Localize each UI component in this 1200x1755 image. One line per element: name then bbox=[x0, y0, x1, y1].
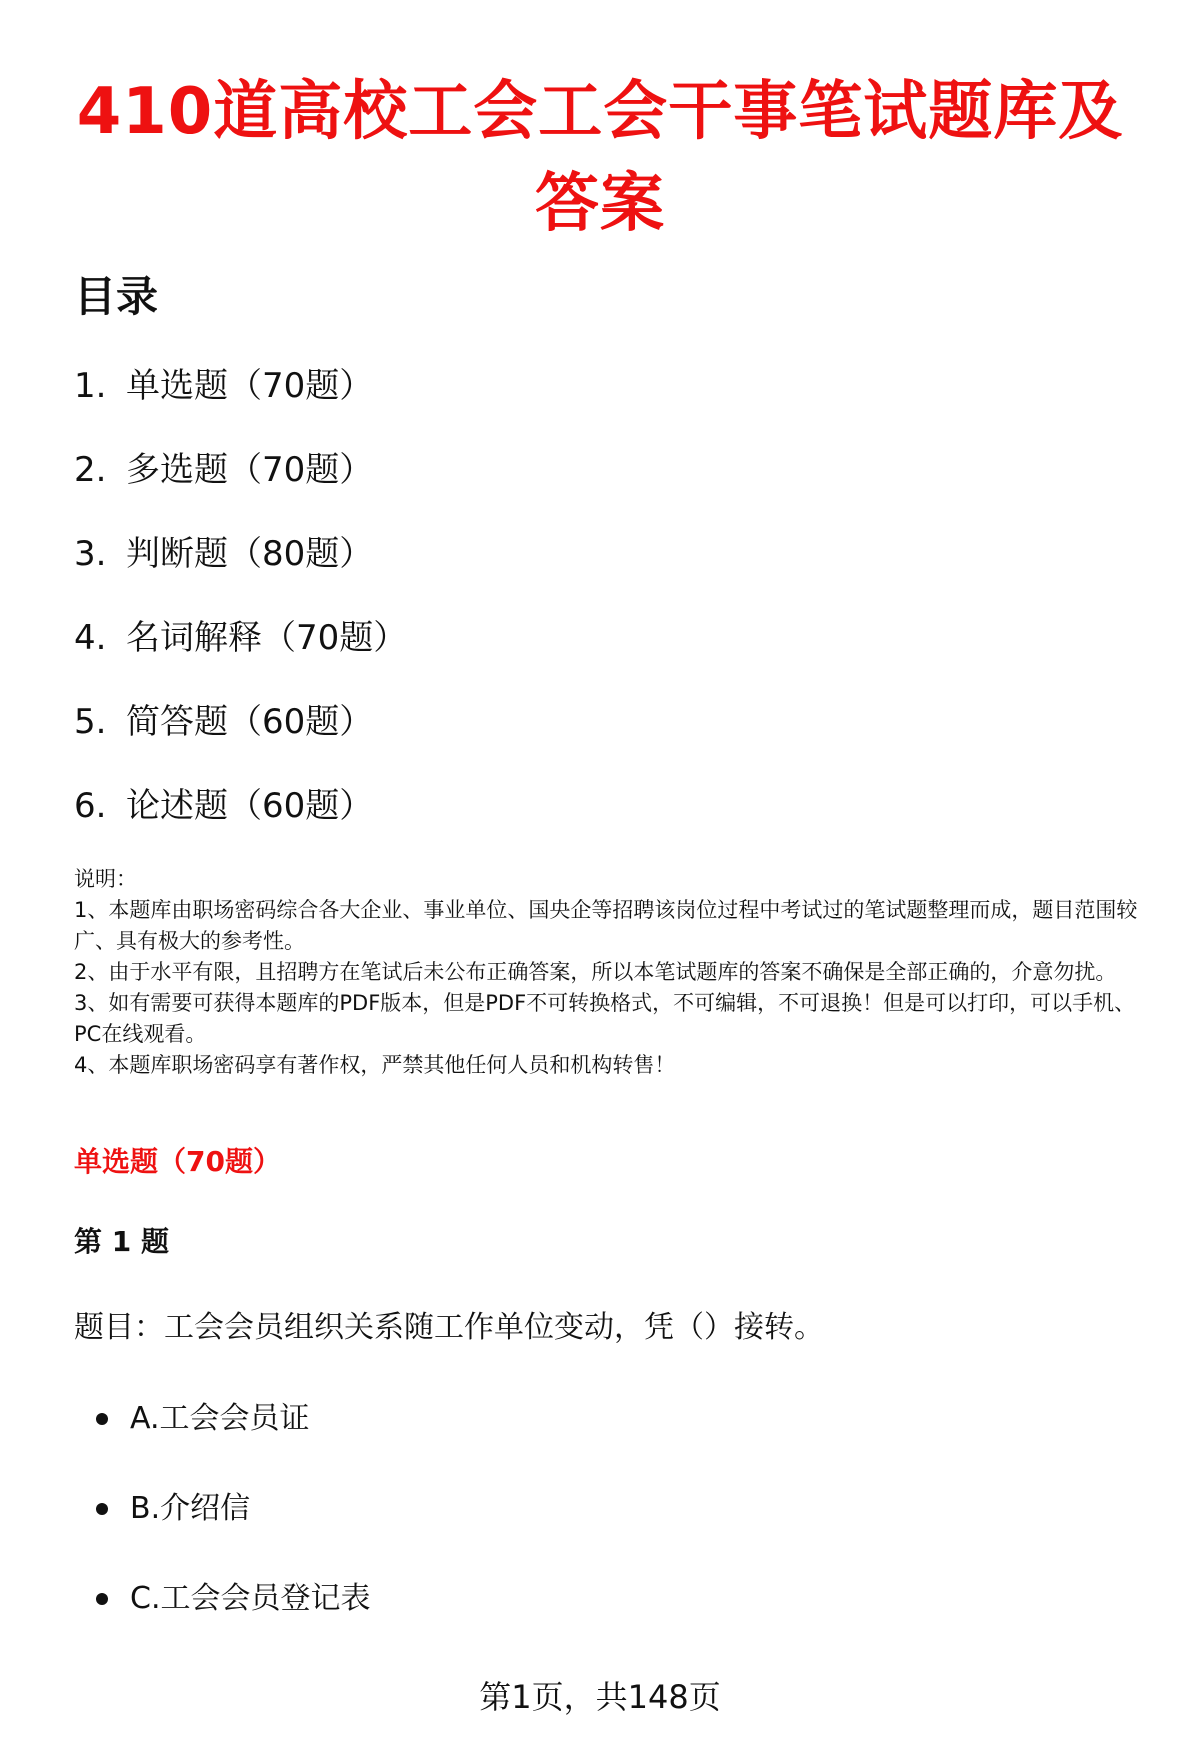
question-number: 第 1 题 bbox=[74, 1225, 169, 1258]
toc-list bbox=[74, 362, 407, 866]
option-b bbox=[96, 1488, 370, 1578]
toc-item-label: 简答题（60题） bbox=[126, 702, 374, 742]
option-label: B.介绍信 bbox=[130, 1491, 251, 1526]
toc-heading: 目录 bbox=[74, 272, 159, 321]
toc-item-2 bbox=[74, 446, 407, 530]
bullet-icon bbox=[96, 1593, 108, 1605]
toc-item-label: 多选题（70题） bbox=[126, 450, 374, 490]
question-text: 题目：工会会员组织关系随工作单位变动，凭（）接转。 bbox=[74, 1310, 824, 1345]
bullet-icon bbox=[96, 1413, 108, 1425]
note-item-1: 1、本题库由职场密码综合各大企业、事业单位、国央企等招聘该岗位过程中考试过的笔试题整理而成，题目范围较广、具有极大的参考性。 bbox=[74, 898, 1138, 953]
page-footer: 第1页，共148页 bbox=[479, 1678, 721, 1716]
toc-item-number: 6. bbox=[74, 786, 107, 826]
bullet-icon bbox=[96, 1503, 108, 1515]
toc-item-5 bbox=[74, 698, 407, 782]
toc-item-4 bbox=[74, 614, 407, 698]
option-c bbox=[96, 1578, 370, 1668]
toc-item-number: 5. bbox=[74, 702, 107, 742]
toc-item-6 bbox=[74, 782, 407, 866]
toc-item-3 bbox=[74, 530, 407, 614]
toc-item-label: 判断题（80题） bbox=[126, 534, 374, 574]
note-item-2: 2、由于水平有限，且招聘方在笔试后未公布正确答案，所以本笔试题库的答案不确保是全部正确的，介意勿扰。 bbox=[74, 960, 1117, 984]
toc-item-number: 3. bbox=[74, 534, 107, 574]
option-label: C.工会会员登记表 bbox=[130, 1581, 371, 1616]
notes-heading: 说明： bbox=[74, 867, 137, 891]
toc-item-label: 论述题（60题） bbox=[126, 786, 374, 826]
toc-item-number: 1. bbox=[74, 366, 107, 406]
document-title: 410道高校工会工会干事笔试题库及答案 bbox=[76, 75, 1124, 241]
toc-item-number: 2. bbox=[74, 450, 107, 490]
toc-item-1 bbox=[74, 362, 407, 446]
notes-block bbox=[74, 864, 1154, 1081]
toc-item-number: 4. bbox=[74, 618, 107, 658]
answer-options bbox=[96, 1398, 370, 1668]
option-a bbox=[96, 1398, 370, 1488]
section-title: 单选题（70题） bbox=[74, 1145, 281, 1178]
option-label: A.工会会员证 bbox=[130, 1401, 310, 1436]
note-item-4: 4、本题库职场密码享有著作权，严禁其他任何人员和机构转售！ bbox=[74, 1053, 676, 1077]
toc-item-label: 单选题（70题） bbox=[126, 366, 374, 406]
note-item-3: 3、如有需要可获得本题库的PDF版本，但是PDF不可转换格式，不可编辑，不可退换！但是可以打印，可以手机、PC在线观看。 bbox=[74, 991, 1136, 1046]
toc-item-label: 名词解释（70题） bbox=[126, 618, 408, 658]
